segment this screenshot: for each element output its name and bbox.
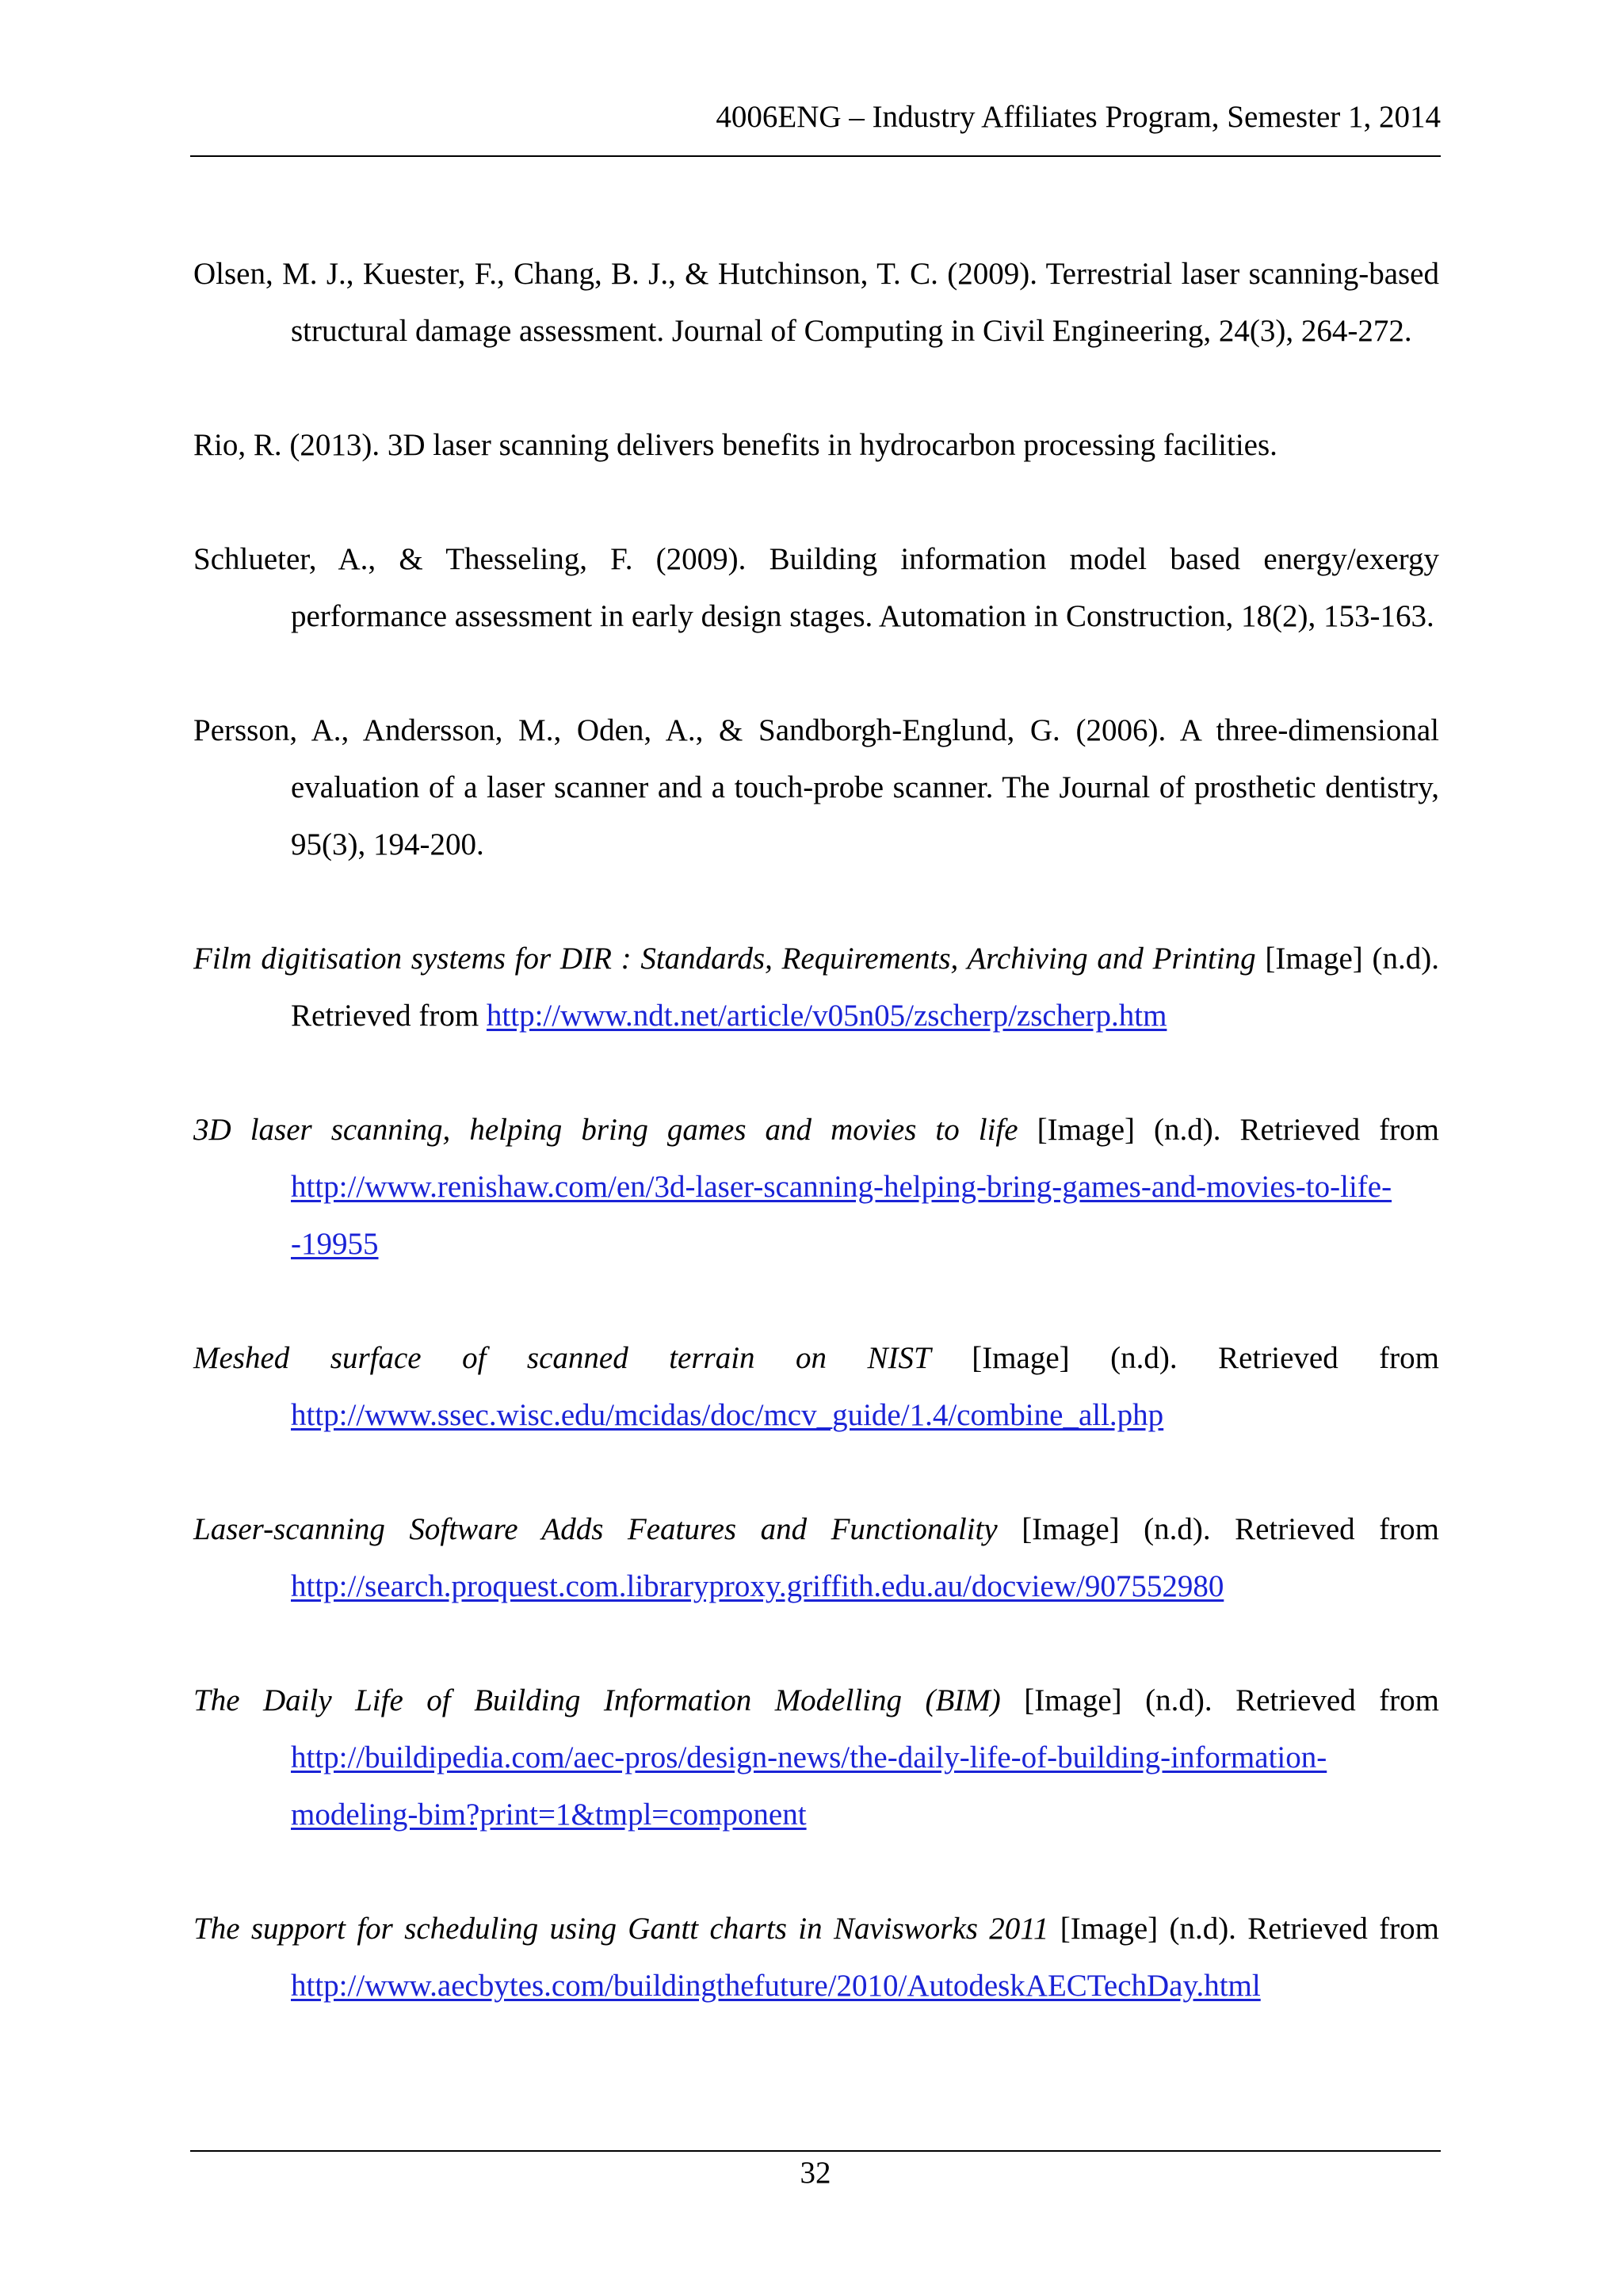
reference-entry: [193, 1501, 1439, 1615]
header-divider: [190, 155, 1441, 157]
reference-link[interactable]: http://www.aecbytes.com/buildingthefuture/2010/AutodeskAECTechDay.html: [291, 1969, 1261, 2003]
reference-title: The support for scheduling using Gantt charts in Navisworks 2011: [193, 1912, 1049, 1946]
reference-link[interactable]: http://www.ndt.net/article/v05n05/zscherp/zscherp.htm: [486, 999, 1167, 1033]
reference-entry: Schlueter, A., & Thesseling, F. (2009). Building information model based energy/exergy performance assessment in early design stages. Automation in Construction, 18(2), 153-163.: [193, 542, 1439, 633]
reference-details: [Image] (n.d). Retrieved from: [930, 1341, 1439, 1375]
reference-link[interactable]: http://www.ssec.wisc.edu/mcidas/doc/mcv_guide/1.4/combine_all.php: [291, 1398, 1164, 1432]
reference-entry: [193, 1901, 1439, 2015]
reference-entry: Olsen, M. J., Kuester, F., Chang, B. J., & Hutchinson, T. C. (2009). Terrestrial laser scanning-based structural damage assessment. Journal of Computing in Civil Engineering, 24(3), 264-272.: [193, 257, 1439, 348]
reference-entry: [193, 1672, 1439, 1843]
reference-details: [Image] (n.d). Retrieved from: [291, 942, 1439, 1033]
running-header: 4006ENG – Industry Affiliates Program, Semester 1, 2014: [716, 100, 1441, 134]
reference-entry: [193, 930, 1439, 1045]
reference-title: Film digitisation systems for DIR : Standards, Requirements, Archiving and Printing: [193, 942, 1256, 976]
reference-details: [Image] (n.d). Retrieved from: [1048, 1912, 1439, 1946]
reference-title: 3D laser scanning, helping bring games and movies to life: [193, 1113, 1018, 1147]
reference-link[interactable]: http://search.proquest.com.libraryproxy.griffith.edu.au/docview/907552980: [291, 1569, 1224, 1603]
reference-title: The Daily Life of Building Information Modelling (BIM): [193, 1683, 1001, 1717]
reference-entry: Rio, R. (2013). 3D laser scanning delivers benefits in hydrocarbon processing facilities.: [193, 428, 1277, 462]
reference-entry: Persson, A., Andersson, M., Oden, A., & Sandborgh-Englund, G. (2006). A three-dimensional evaluation of a laser scanner and a touch-probe scanner. The Journal of prosthetic dentistry, 95(3), 194-200.: [193, 713, 1439, 861]
reference-link[interactable]: http://www.renishaw.com/en/3d-laser-scanning-helping-bring-games-and-movies-to-life--19955: [291, 1170, 1392, 1261]
reference-details: [Image] (n.d). Retrieved from: [1018, 1113, 1439, 1147]
reference-entry: [193, 1102, 1439, 1273]
reference-entry: [193, 1330, 1439, 1444]
reference-link[interactable]: http://buildipedia.com/aec-pros/design-news/the-daily-life-of-building-information-modeling-bim?print=1&tmpl=component: [291, 1740, 1327, 1832]
reference-list: [193, 246, 1439, 2072]
reference-title: Laser-scanning Software Adds Features and Functionality: [193, 1512, 998, 1546]
reference-details: [Image] (n.d). Retrieved from: [1000, 1683, 1439, 1717]
reference-details: [Image] (n.d). Retrieved from: [997, 1512, 1439, 1546]
reference-title: Meshed surface of scanned terrain on NIST: [193, 1341, 931, 1375]
page-number: 32: [800, 2156, 831, 2190]
